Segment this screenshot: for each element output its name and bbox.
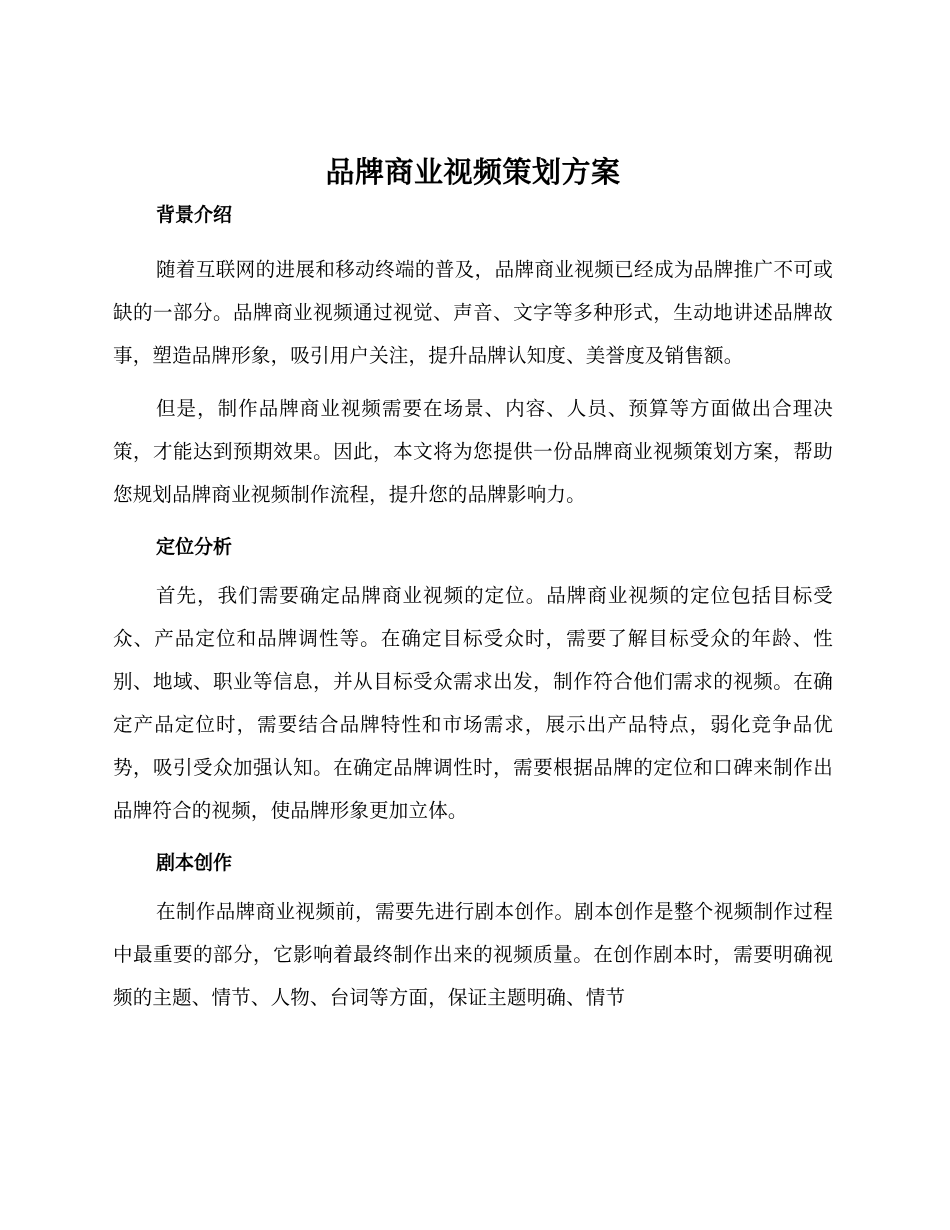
document-page bbox=[113, 150, 833, 1019]
section-background bbox=[113, 198, 833, 516]
paragraph-positioning-1: 首先，我们需要确定品牌商业视频的定位。品牌商业视频的定位包括目标受众、产品定位和品牌调性等。在确定目标受众时，需要了解目标受众的年龄、性别、地域、职业等信息，并从目标受众需求出发，制作符合他们需求的视频。在确定产品定位时，需要结合品牌特性和市场需求，展示出产品特点，弱化竞争品优势，吸引受众加强认知。在确定品牌调性时，需要根据品牌的定位和口碑来制作出品牌符合的视频，使品牌形象更加立体。 bbox=[113, 584, 833, 822]
paragraph-background-2: 但是，制作品牌商业视频需要在场景、内容、人员、预算等方面做出合理决策，才能达到预期效果。因此，本文将为您提供一份品牌商业视频策划方案，帮助您规划品牌商业视频制作流程，提升您的品牌影响力。 bbox=[113, 397, 833, 506]
paragraph-background-1: 随着互联网的进展和移动终端的普及，品牌商业视频已经成为品牌推广不可或缺的一部分。品牌商业视频通过视觉、声音、文字等多种形式，生动地讲述品牌故事，塑造品牌形象，吸引用户关注，提升品牌认知度、美誉度及销售额。 bbox=[113, 258, 833, 367]
section-heading-script: 剧本创作 bbox=[156, 852, 233, 874]
section-script bbox=[113, 846, 833, 1019]
document-title: 品牌商业视频策划方案 bbox=[325, 155, 621, 189]
section-heading-positioning: 定位分析 bbox=[156, 536, 233, 558]
paragraph-script-1: 在制作品牌商业视频前，需要先进行剧本创作。剧本创作是整个视频制作过程中最重要的部分，它影响着最终制作出来的视频质量。在创作剧本时，需要明确视频的主题、情节、人物、台词等方面，保证主题明确、情节 bbox=[113, 900, 833, 1009]
section-positioning bbox=[113, 530, 833, 832]
section-heading-background: 背景介绍 bbox=[156, 204, 233, 226]
